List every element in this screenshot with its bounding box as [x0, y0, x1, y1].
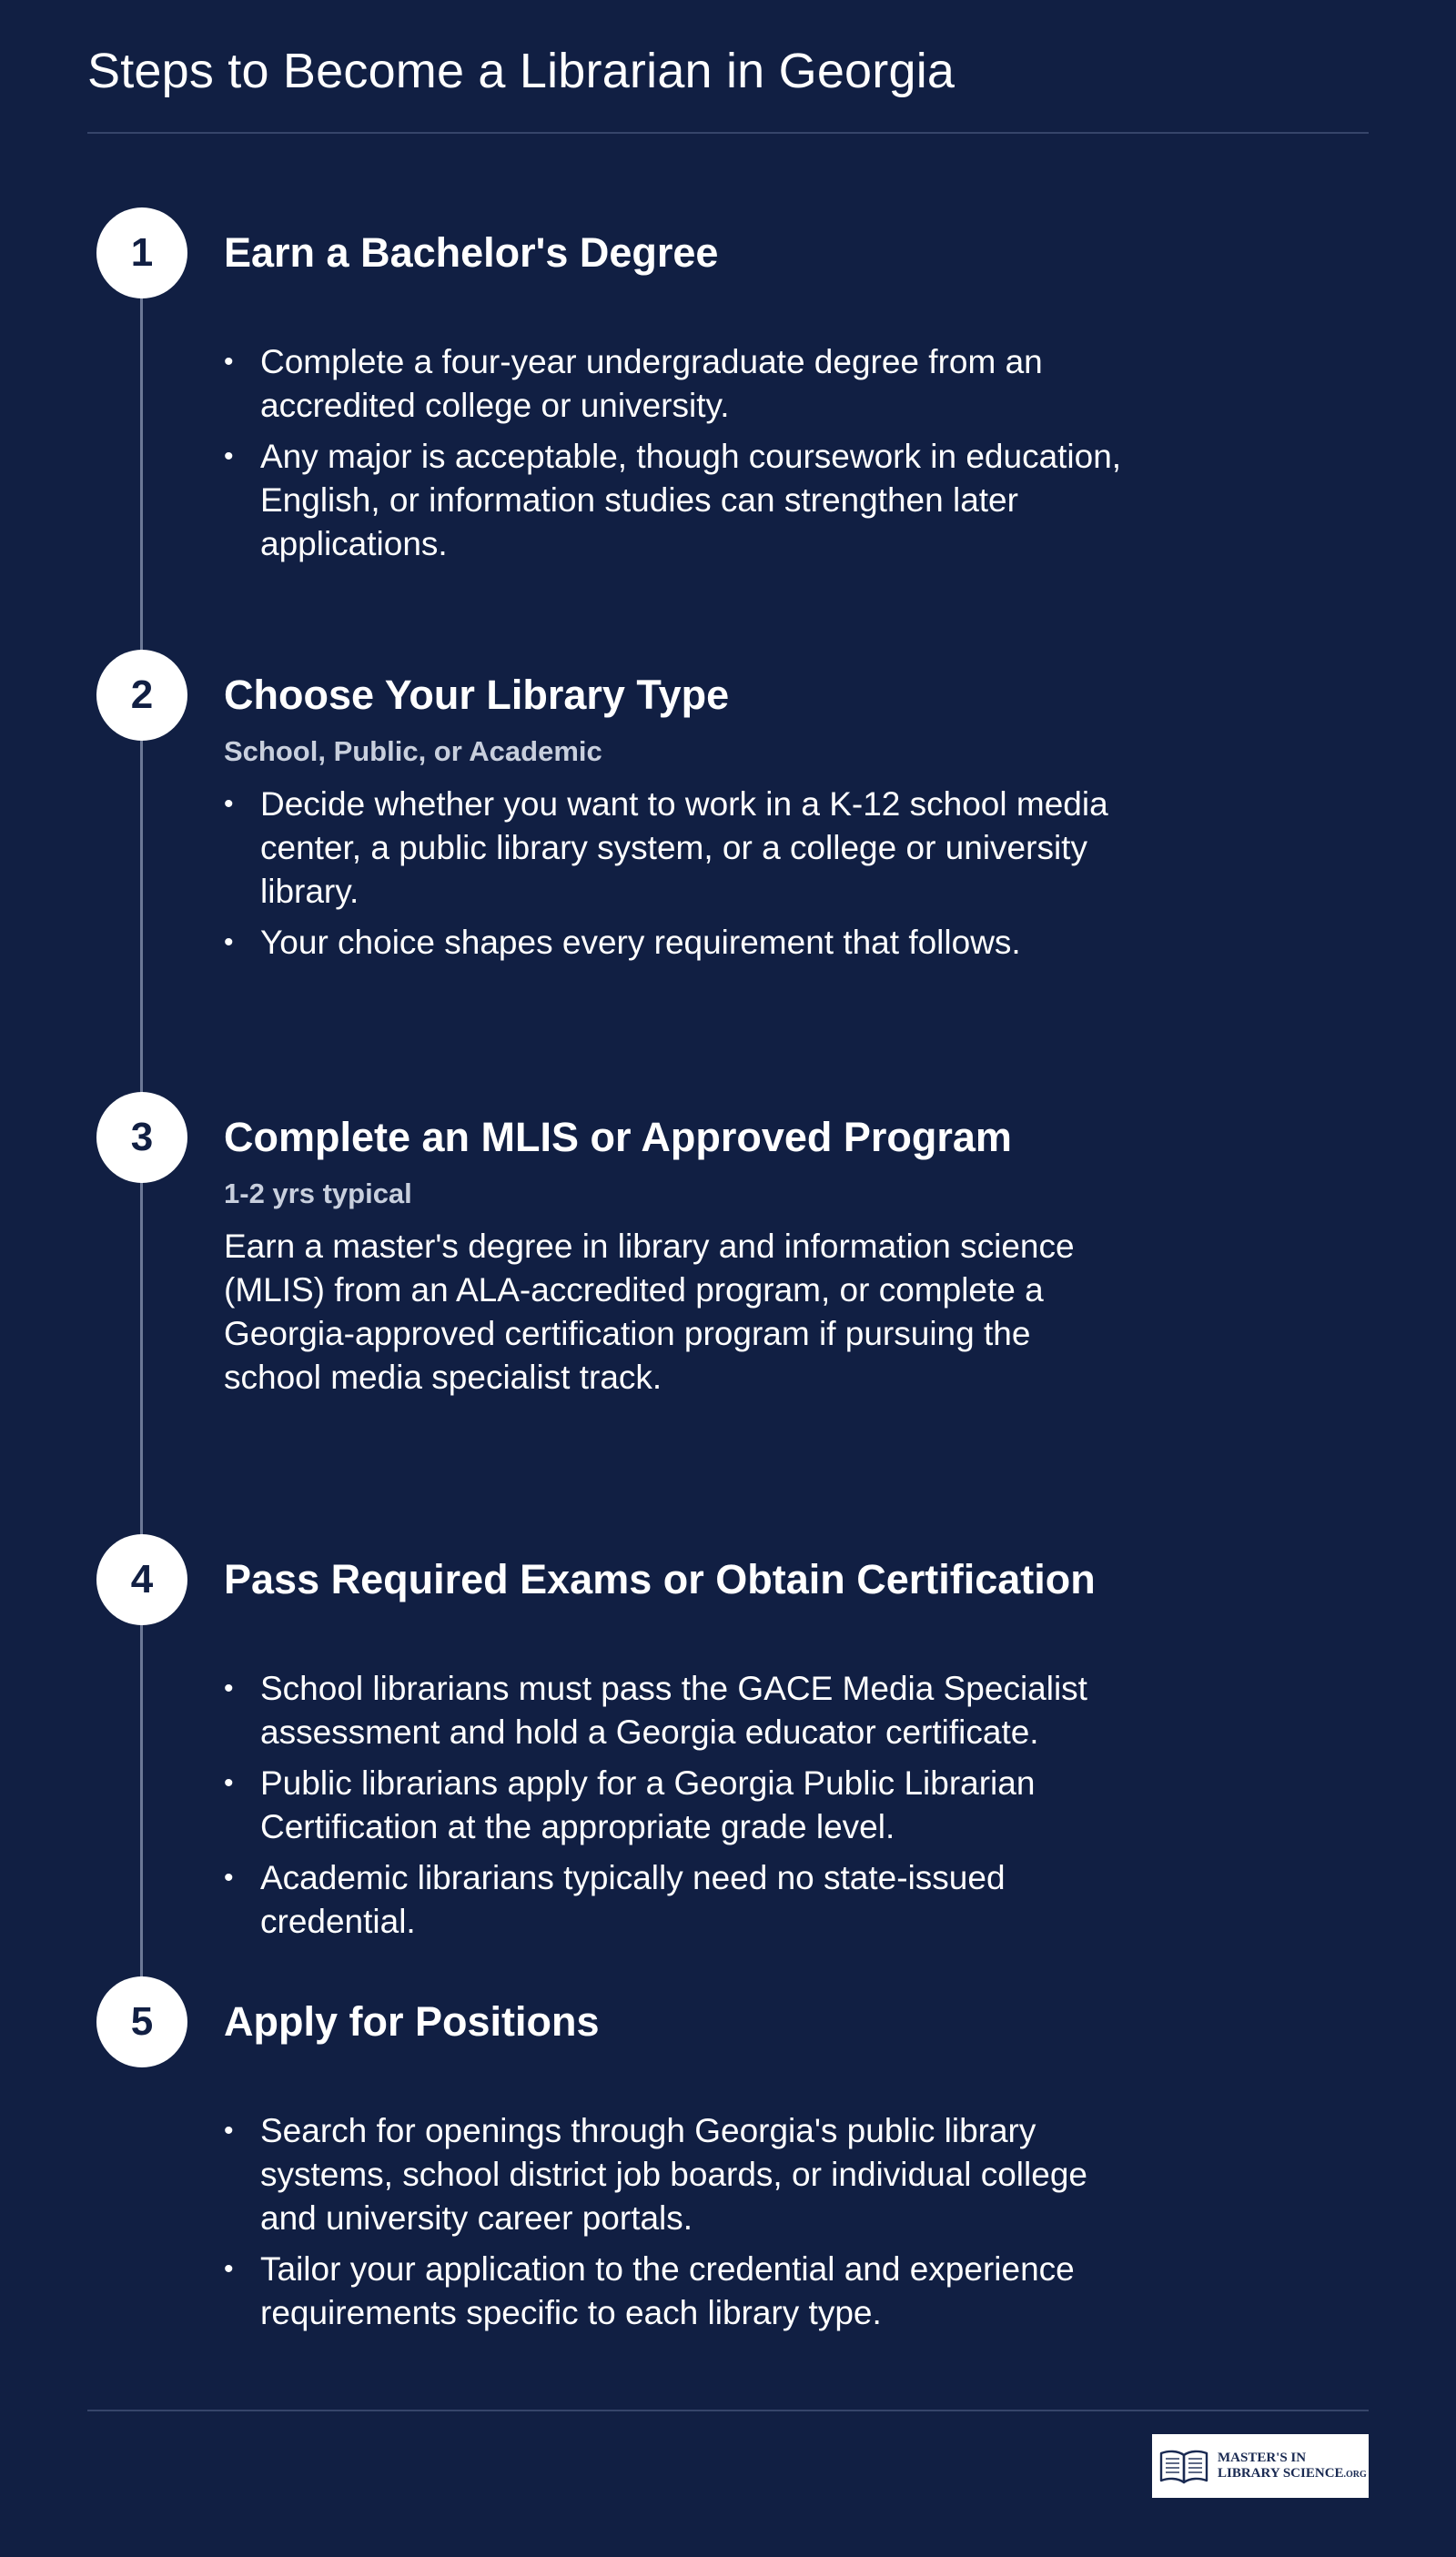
page-title: Steps to Become a Librarian in Georgia — [87, 44, 956, 98]
step-bullet-list — [224, 2109, 1152, 2342]
step-bullet: • Tailor your application to the credential and experience requirements specific to each library type. — [224, 2248, 1152, 2335]
step-bullet-list — [224, 1667, 1152, 1951]
step-number-badge: 4 — [96, 1534, 187, 1625]
step-bullet: • Your choice shapes every requirement that follows. — [224, 921, 1152, 965]
header-divider — [87, 132, 1369, 134]
step-title: Choose Your Library Type — [224, 672, 730, 718]
footer-divider — [87, 2410, 1369, 2411]
step-body-text: Earn a master's degree in library and information science (MLIS) from an ALA-accredited program, or complete a Georgia-approved certification program if pursuing the school media specialist track. — [224, 1228, 1075, 1396]
logo-line-2: LIBRARY SCIENCE — [1218, 2465, 1344, 2481]
step-title: Earn a Bachelor's Degree — [224, 229, 719, 276]
step-bullet: • School librarians must pass the GACE Media Specialist assessment and hold a Georgia educator certificate. — [224, 1667, 1152, 1754]
step-bullet: • Complete a four-year undergraduate degree from an accredited college or university. — [224, 340, 1152, 428]
step-number-badge: 2 — [96, 650, 187, 741]
step-title: Complete an MLIS or Approved Program — [224, 1114, 1012, 1160]
step-bullet-list — [224, 783, 1152, 972]
step-bullet: • Search for openings through Georgia's public library systems, school district job boards, or individual college and university career portals. — [224, 2109, 1152, 2240]
step-number-badge: 1 — [96, 207, 187, 298]
logo-wordmark — [1218, 2451, 1367, 2482]
logo-line-1: MASTER'S IN — [1218, 2450, 1307, 2465]
step-title: Apply for Positions — [224, 1998, 600, 2045]
open-book-icon — [1158, 2446, 1210, 2486]
step-subtitle: School, Public, or Academic — [224, 735, 602, 767]
step-bullet: • Public librarians apply for a Georgia Public Librarian Certification at the appropriate grade level. — [224, 1762, 1152, 1849]
step-number-badge: 5 — [96, 1976, 187, 2067]
step-bullet: • Any major is acceptable, though coursework in education, English, or information studies can strengthen later applications. — [224, 435, 1152, 566]
logo-suffix: .ORG — [1343, 2469, 1367, 2480]
step-bullet: • Academic librarians typically need no state-issued credential. — [224, 1856, 1152, 1944]
site-logo[interactable] — [1152, 2434, 1369, 2498]
step-number-badge: 3 — [96, 1092, 187, 1183]
step-title: Pass Required Exams or Obtain Certification — [224, 1556, 1096, 1602]
step-subtitle: 1-2 yrs typical — [224, 1177, 412, 1209]
step-bullet-list — [224, 340, 1152, 573]
step-bullet: • Decide whether you want to work in a K-12 school media center, a public library system, or a college or university library. — [224, 783, 1152, 914]
